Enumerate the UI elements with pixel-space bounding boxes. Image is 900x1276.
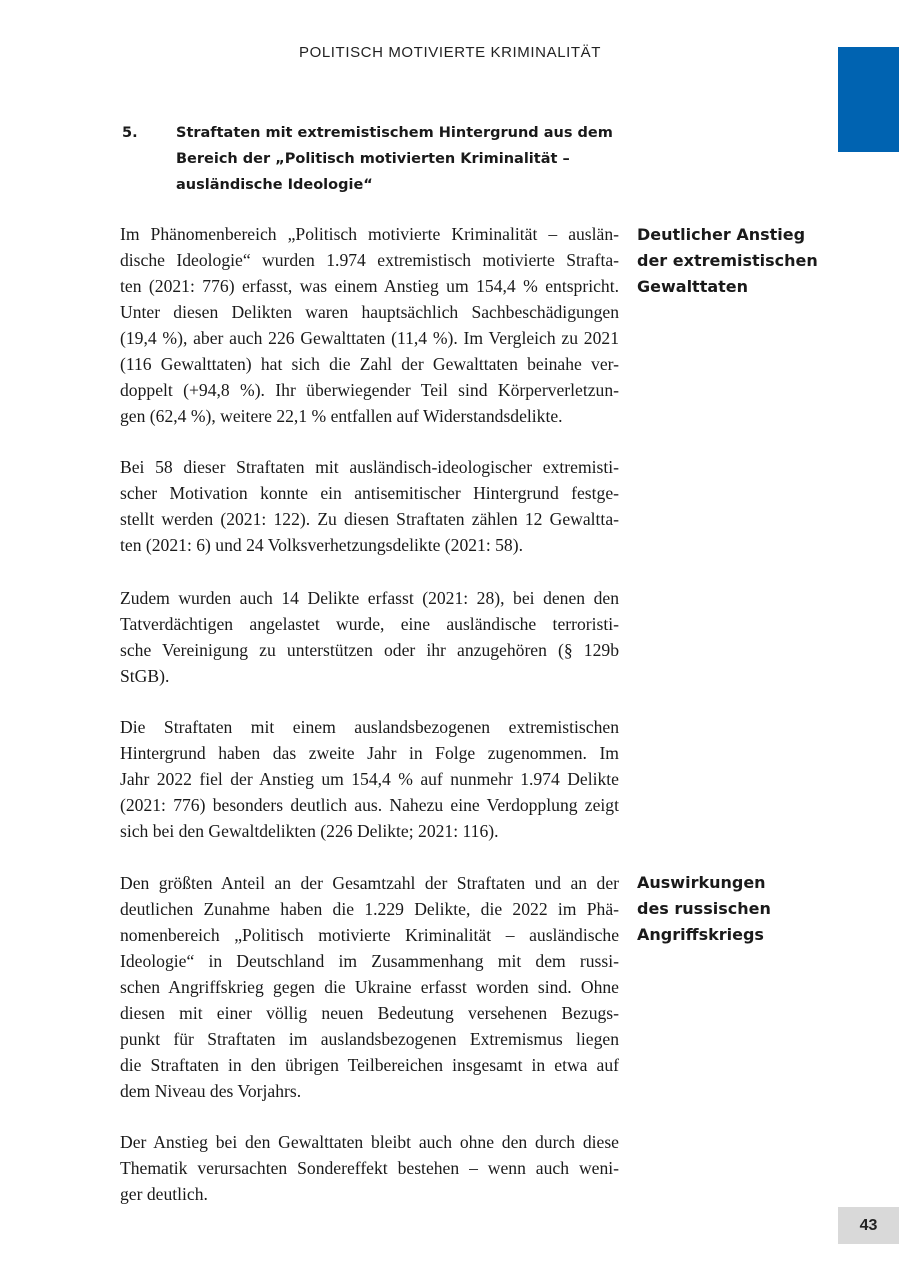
section-title-line: ausländische Ideologie“	[176, 177, 373, 193]
paragraph-line: doppelt (+94,8 %). Ihr überwiegender Teil sind Körperverletzun-	[120, 380, 619, 400]
paragraph-line: (116 Gewalttaten) hat sich die Zahl der Gewalttaten beinahe ver-	[120, 354, 619, 374]
section-number: 5.	[122, 125, 138, 141]
side-note-line: Auswirkungen	[637, 873, 766, 892]
paragraph-line: nomenbereich „Politisch motivierte Kriminalität – ausländische	[120, 925, 619, 945]
paragraph-line: Der Anstieg bei den Gewalttaten bleibt auch ohne den durch diese	[120, 1132, 619, 1152]
paragraph-line: Unter diesen Delikten waren hauptsächlich Sachbeschädigungen	[120, 302, 619, 322]
chapter-tab-marker	[838, 47, 899, 152]
section-heading	[122, 120, 613, 198]
paragraph-line: sche Vereinigung zu unterstützen oder ihr anzugehören (§ 129b	[120, 640, 619, 660]
side-note	[637, 222, 818, 300]
paragraph-line: Den größten Anteil an der Gesamtzahl der Straftaten und an der	[120, 873, 619, 893]
section-title-line: Straftaten mit extremistischem Hintergrund aus dem	[176, 125, 613, 141]
paragraph-line: Im Phänomenbereich „Politisch motivierte Kriminalität – auslän-	[120, 224, 619, 244]
paragraph-line: ger deutlich.	[120, 1184, 208, 1204]
side-note-line: Angriffskriegs	[637, 925, 764, 944]
paragraph-line: dem Niveau des Vorjahrs.	[120, 1081, 302, 1101]
side-note-line: der extremistischen	[637, 251, 818, 270]
paragraph-line: Zudem wurden auch 14 Delikte erfasst (2021: 28), bei denen den	[120, 588, 619, 608]
paragraph-line: (2021: 776) besonders deutlich aus. Nahezu eine Verdopplung zeigt	[120, 795, 619, 815]
paragraph-line: scher Motivation konnte ein antisemitischer Hintergrund festge-	[120, 483, 619, 503]
body-paragraph	[120, 221, 619, 429]
paragraph-line: Hintergrund haben das zweite Jahr in Folge zugenommen. Im	[120, 743, 619, 763]
body-paragraph	[120, 1129, 619, 1207]
body-paragraph	[120, 870, 619, 1104]
paragraph-line: diesen mit einer völlig neuen Bedeutung versehenen Bezugs-	[120, 1003, 619, 1023]
side-note-line: Gewalttaten	[637, 277, 749, 296]
running-head: POLITISCH MOTIVIERTE KRIMINALITÄT	[298, 44, 602, 61]
paragraph-line: Thematik verursachten Sondereffekt bestehen – wenn auch weni-	[120, 1158, 619, 1178]
paragraph-line: deutlichen Zunahme haben die 1.229 Delikte, die 2022 im Phä-	[120, 899, 619, 919]
section-title-line: Bereich der „Politisch motivierten Kriminalität –	[176, 151, 570, 167]
body-paragraph	[120, 585, 619, 689]
paragraph-line: Jahr 2022 fiel der Anstieg um 154,4 % auf nunmehr 1.974 Delikte	[120, 769, 619, 789]
side-note-line: Deutlicher Anstieg	[637, 225, 806, 244]
paragraph-line: Ideologie“ in Deutschland im Zusammenhang mit dem russi-	[120, 951, 619, 971]
side-note	[637, 870, 771, 948]
body-paragraph	[120, 454, 619, 558]
paragraph-line: schen Angriffskrieg gegen die Ukraine erfasst worden sind. Ohne	[120, 977, 619, 997]
paragraph-line: Tatverdächtigen angelastet wurde, eine ausländische terroristi-	[120, 614, 619, 634]
page-number: 43	[838, 1207, 899, 1244]
paragraph-line: gen (62,4 %), weitere 22,1 % entfallen auf Widerstandsdelikte.	[120, 406, 563, 426]
paragraph-line: dische Ideologie“ wurden 1.974 extremistisch motivierte Strafta-	[120, 250, 619, 270]
paragraph-line: punkt für Straftaten im auslandsbezogenen Extremismus liegen	[120, 1029, 619, 1049]
paragraph-line: ten (2021: 6) und 24 Volksverhetzungsdelikte (2021: 58).	[120, 535, 523, 555]
paragraph-line: sich bei den Gewaltdelikten (226 Delikte; 2021: 116).	[120, 821, 499, 841]
paragraph-line: (19,4 %), aber auch 226 Gewalttaten (11,4 %). Im Vergleich zu 2021	[120, 328, 619, 348]
paragraph-line: die Straftaten in den übrigen Teilbereichen insgesamt in etwa auf	[120, 1055, 619, 1075]
side-note-line: des russischen	[637, 899, 771, 918]
paragraph-line: Die Straftaten mit einem auslandsbezogenen extremistischen	[120, 717, 619, 737]
paragraph-line: ten (2021: 776) erfasst, was einem Anstieg um 154,4 % entspricht.	[120, 276, 619, 296]
paragraph-line: Bei 58 dieser Straftaten mit ausländisch-ideologischer extremisti-	[120, 457, 619, 477]
paragraph-line: StGB).	[120, 666, 170, 686]
paragraph-line: stellt werden (2021: 122). Zu diesen Straftaten zählen 12 Gewaltta-	[120, 509, 619, 529]
body-paragraph	[120, 714, 619, 844]
